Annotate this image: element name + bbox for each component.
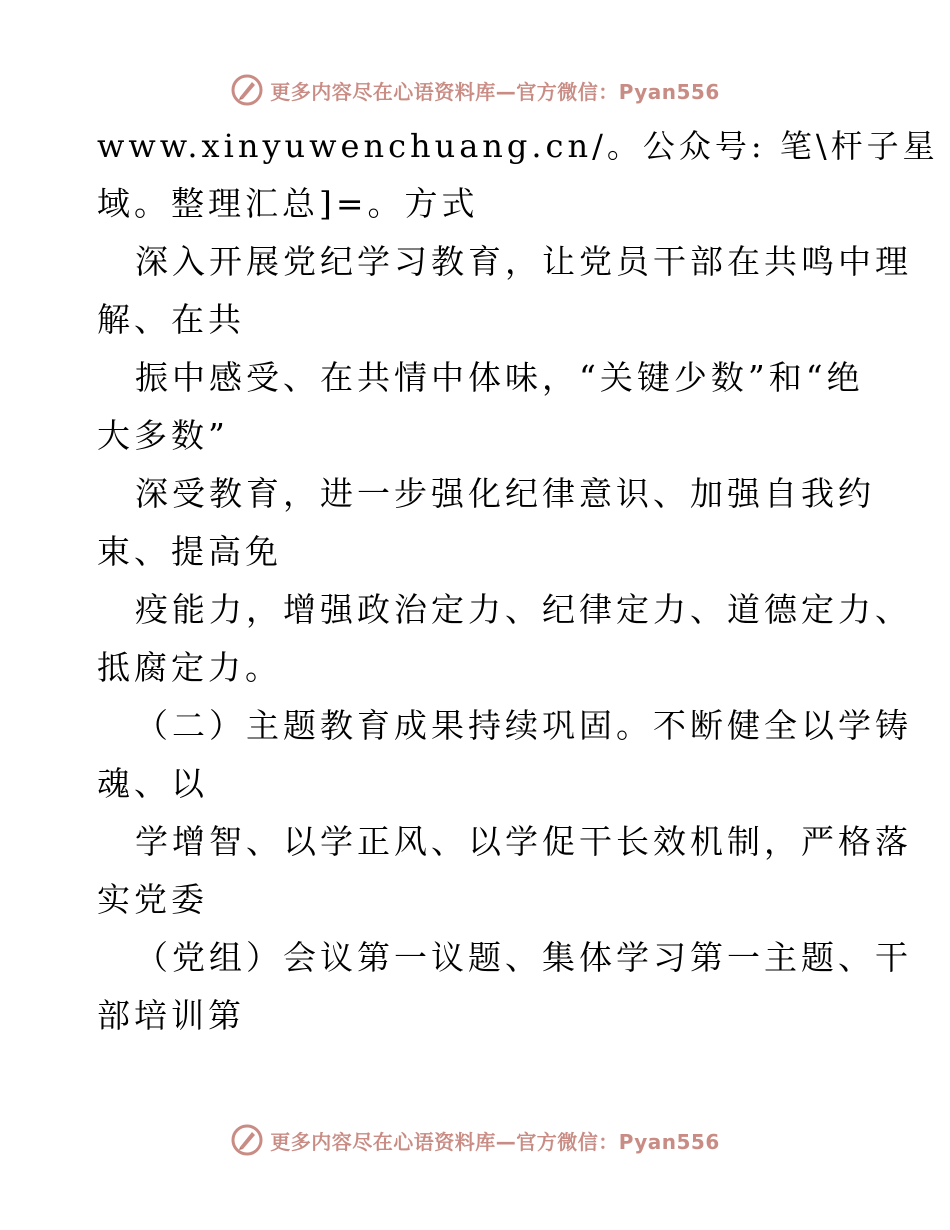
document-line: （二）主题教育成果持续巩固。不断健全以学铸: [135, 706, 912, 745]
watermark-text: 更多内容尽在心语资料库—官方微信：Pyan556: [270, 79, 720, 104]
document-line: （党组）会议第一议题、集体学习第一主题、干: [135, 938, 912, 977]
document-line: 域。整理汇总]=。方式: [97, 184, 479, 223]
document-line: 部培训第: [97, 996, 245, 1035]
document-line: 魂、以: [97, 764, 208, 803]
quill-seal-icon: [230, 1123, 264, 1157]
footer-watermark: [0, 1120, 950, 1160]
document-line: 解、在共: [97, 300, 245, 339]
document-line: 学增智、以学正风、以学促干长效机制，严格落: [135, 822, 912, 861]
watermark-text: 更多内容尽在心语资料库—官方微信：Pyan556: [270, 1129, 720, 1154]
document-line: 疫能力，增强政治定力、纪律定力、道德定力、: [135, 590, 912, 629]
document-line: 实党委: [97, 880, 208, 919]
quill-seal-icon: [230, 73, 264, 107]
document-line: 振中感受、在共情中体味，“关键少数”和“绝: [135, 358, 864, 397]
document-line: 束、提高免: [97, 532, 282, 571]
document-line: 深受教育，进一步强化纪律意识、加强自我约: [135, 474, 875, 513]
document-line: 大多数”: [97, 416, 229, 455]
document-line: www.xinyuwenchuang.cn/。公众号: 笔\杆子星: [97, 127, 939, 165]
document-line: 抵腐定力。: [97, 648, 282, 687]
document-line: 深入开展党纪学习教育，让党员干部在共鸣中理: [135, 242, 912, 281]
header-watermark: [0, 70, 950, 110]
